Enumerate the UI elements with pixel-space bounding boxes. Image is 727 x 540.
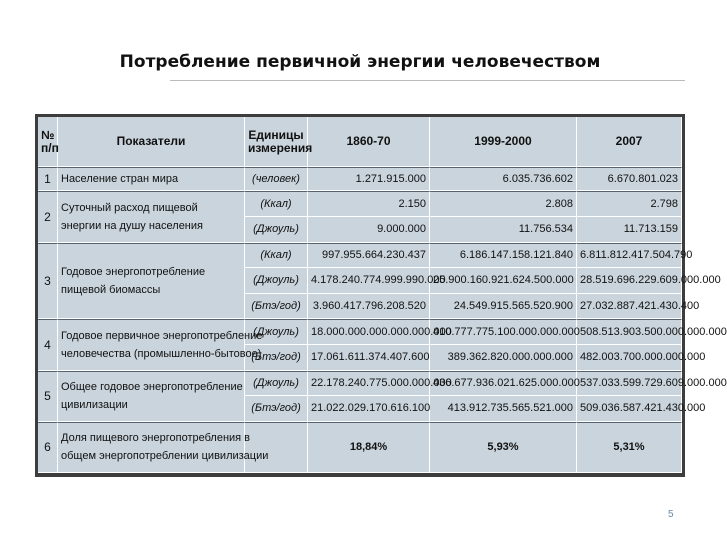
header-col-1999: 1999-2000 <box>430 117 577 167</box>
value-2007: 27.032.887.421.430.400 <box>577 294 682 320</box>
row-number: 5 <box>38 371 58 422</box>
unit-cell: (Бтэ/год) <box>245 396 308 422</box>
value-1860: 9.000.000 <box>308 217 430 243</box>
table-row <box>38 422 682 473</box>
value-1860: 21.022.029.170.616.100 <box>308 396 430 422</box>
header-num: № п/п <box>38 117 58 167</box>
unit-cell <box>245 422 308 473</box>
row-label-line: Суточный расход пищевой <box>61 202 198 215</box>
unit-cell: (Бтэ/год) <box>245 345 308 371</box>
row-label <box>58 319 263 370</box>
row-label-line: энергии на душу населения <box>61 220 203 233</box>
value-1999: 25.900.160.921.624.500.000 <box>430 268 577 294</box>
row-label-line: цивилизации <box>61 399 128 412</box>
row-label <box>58 371 245 422</box>
row-label-line: Население стран мира <box>61 173 179 186</box>
value-2007: 482.003.700.000.000.000 <box>577 345 682 371</box>
table-row <box>38 191 682 217</box>
unit-cell: (Джоуль) <box>245 319 308 345</box>
value-1860: 17.061.611.374.407.600 <box>308 345 430 371</box>
value-1999: 2.808 <box>430 191 577 217</box>
slide-title: Потребление первичной энергии человечеством <box>119 52 601 72</box>
row-label <box>58 243 245 320</box>
value-2007: 11.713.159 <box>577 217 682 243</box>
row-label-line: человечества (промышленно-бытовое) <box>61 347 262 360</box>
unit-cell: (Ккал) <box>245 191 308 217</box>
table-row <box>38 243 682 269</box>
header-unit: Единицы измерения <box>245 117 308 167</box>
page-number: 5 <box>668 509 674 520</box>
table-row <box>38 371 682 397</box>
value-1860: 4.178.240.774.999.990.000 <box>308 268 430 294</box>
row-number: 1 <box>38 167 58 191</box>
row-number: 2 <box>38 191 58 242</box>
value-2007: 509.036.587.421.430.000 <box>577 396 682 422</box>
unit-cell: (Джоуль) <box>245 268 308 294</box>
value-1999: 410.777.775.100.000.000.000 <box>430 319 577 345</box>
value-1860: 18,84% <box>308 422 430 473</box>
header-col-1860: 1860-70 <box>308 117 430 167</box>
row-label <box>58 191 245 242</box>
table-body <box>38 167 727 473</box>
value-1999: 389.362.820.000.000.000 <box>430 345 577 371</box>
title-divider <box>170 80 685 81</box>
unit-cell: (человек) <box>245 167 308 191</box>
energy-table <box>38 117 727 473</box>
value-1999: 6.186.147.158.121.840 <box>430 243 577 269</box>
value-1999: 24.549.915.565.520.900 <box>430 294 577 320</box>
unit-cell: (Джоуль) <box>245 371 308 397</box>
row-label-line: Годовое энергопотребление <box>61 265 206 278</box>
row-number: 6 <box>38 422 58 473</box>
row-label-line: пищевой биомассы <box>61 283 161 296</box>
header-indicator: Показатели <box>58 117 245 167</box>
value-1860: 3.960.417.796.208.520 <box>308 294 430 320</box>
row-number: 4 <box>38 319 58 370</box>
value-1860: 2.150 <box>308 191 430 217</box>
value-1999: 5,93% <box>430 422 577 473</box>
unit-cell: (Джоуль) <box>245 217 308 243</box>
table-row <box>38 167 682 191</box>
value-1999: 6.035.736.602 <box>430 167 577 191</box>
value-1999: 11.756.534 <box>430 217 577 243</box>
value-1860: 18.000.000.000.000.000.000 <box>308 319 430 345</box>
value-2007: 5,31% <box>577 422 682 473</box>
value-1999: 413.912.735.565.521.000 <box>430 396 577 422</box>
value-1999: 436.677.936.021.625.000.000 <box>430 371 577 397</box>
header-row <box>38 117 682 167</box>
value-1860: 22.178.240.775.000.000.000 <box>308 371 430 397</box>
value-2007: 28.519.696.229.609.000.000 <box>577 268 682 294</box>
value-2007: 537.033.599.729.609.000.000 <box>577 371 682 397</box>
row-label-line: Доля пищевого энергопотребления в <box>61 432 251 445</box>
row-label <box>58 167 245 191</box>
row-label-line: Годовое первичное энергопотребление <box>61 329 263 342</box>
value-2007: 6.811.812.417.504.790 <box>577 243 682 269</box>
value-2007: 2.798 <box>577 191 682 217</box>
row-label-line: общем энергопотреблении цивилизации <box>61 450 269 463</box>
row-label-line: Общее годовое энергопотребление <box>61 381 243 394</box>
value-1860: 1.271.915.000 <box>308 167 430 191</box>
header-col-2007: 2007 <box>577 117 682 167</box>
value-2007: 508.513.903.500.000.000.000 <box>577 319 682 345</box>
row-label <box>58 422 269 473</box>
value-2007: 6.670.801.023 <box>577 167 682 191</box>
value-1860: 997.955.664.230.437 <box>308 243 430 269</box>
table-row <box>38 319 682 345</box>
unit-cell: (Бтэ/год) <box>245 294 308 320</box>
unit-cell: (Ккал) <box>245 243 308 269</box>
row-number: 3 <box>38 243 58 320</box>
data-table-frame <box>35 114 727 477</box>
